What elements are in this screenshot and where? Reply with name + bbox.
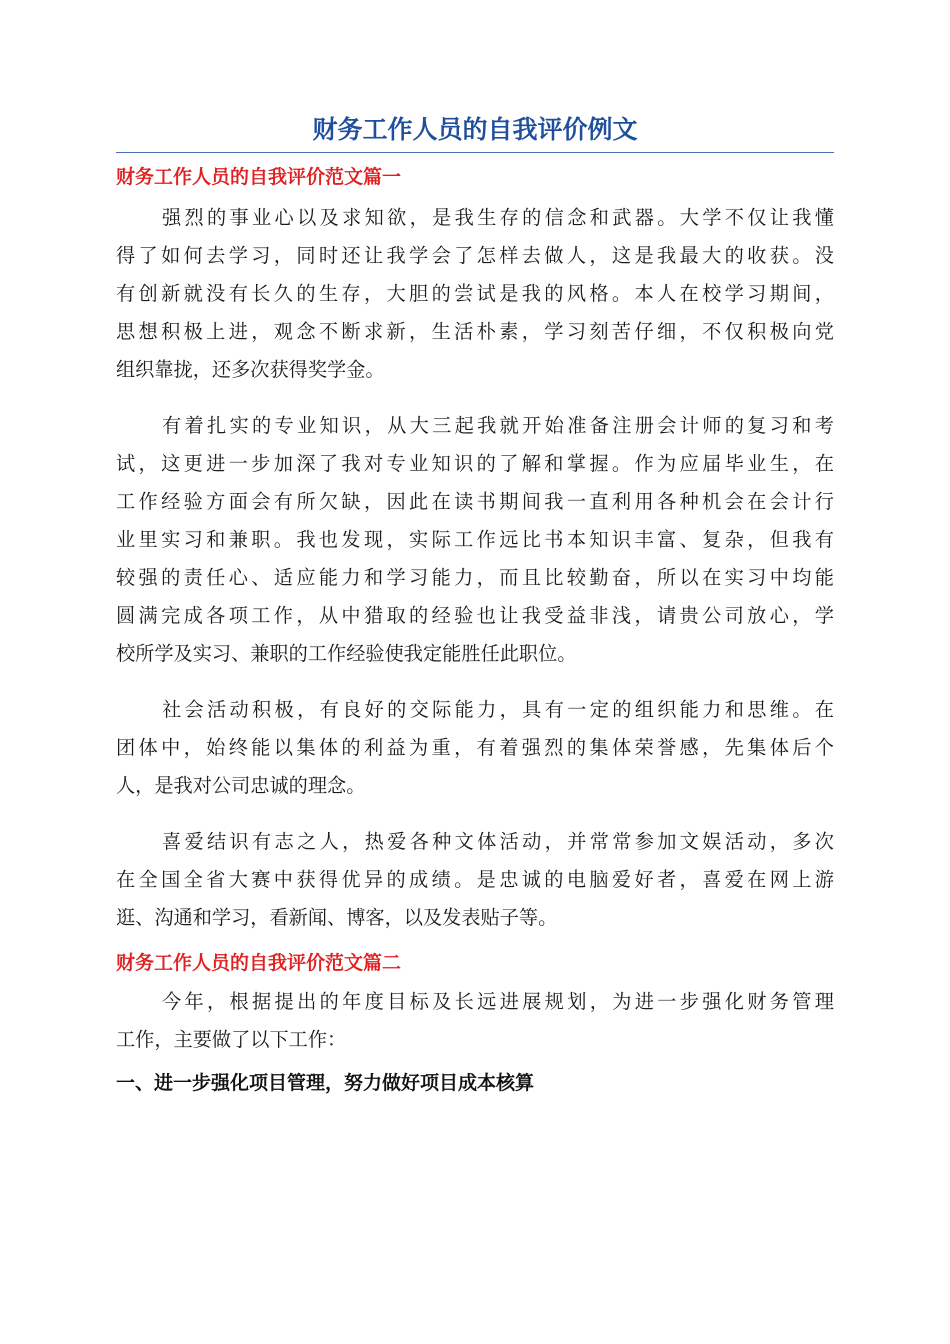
paragraph-line: 人，是我对公司忠诚的理念。 <box>116 774 366 797</box>
title-underline <box>116 152 834 153</box>
paragraph-line: 试，这更进一步加深了我对专业知识的了解和掌握。作为应届毕业生，在 <box>116 452 834 475</box>
document-page <box>116 112 834 1097</box>
paragraph-line: 强烈的事业心以及求知欲，是我生存的信念和武器。大学不仅让我懂 <box>162 206 834 229</box>
paragraph-line: 较强的责任心、适应能力和学习能力，而且比较勤奋，所以在实习中均能 <box>116 566 834 589</box>
paragraph-line: 业里实习和兼职。我也发现，实际工作远比书本知识丰富、复杂，但我有 <box>116 528 834 551</box>
paragraph-line: 组织靠拢，还多次获得奖学金。 <box>116 358 385 381</box>
document-title: 财务工作人员的自我评价例文 <box>312 115 638 144</box>
paragraph-1 <box>116 199 834 389</box>
paragraph-line: 校所学及实习、兼职的工作经验使我定能胜任此职位。 <box>116 642 577 665</box>
paragraph-line: 有创新就没有长久的生存，大胆的尝试是我的风格。本人在校学习期间， <box>116 282 834 305</box>
paragraph-line: 工作经验方面会有所欠缺，因此在读书期间我一直利用各种机会在会计行 <box>116 490 834 513</box>
paragraph-line: 喜爱结识有志之人，热爱各种文体活动，并常常参加文娱活动，多次 <box>162 830 834 853</box>
section-heading-1: 财务工作人员的自我评价范文篇一 <box>116 166 402 188</box>
sub-heading-1: 一、进一步强化项目管理，努力做好项目成本核算 <box>116 1072 535 1094</box>
paragraph-line: 圆满完成各项工作，从中猎取的经验也让我受益非浅，请贵公司放心，学 <box>116 604 834 627</box>
paragraph-line: 逛、沟通和学习，看新闻、博客，以及发表贴子等。 <box>116 906 558 929</box>
section-heading-2: 财务工作人员的自我评价范文篇二 <box>116 952 402 974</box>
paragraph-line: 工作，主要做了以下工作： <box>116 1028 347 1051</box>
paragraph-line: 有着扎实的专业知识，从大三起我就开始准备注册会计师的复习和考 <box>162 414 834 437</box>
paragraph-3 <box>116 691 834 805</box>
paragraph-5 <box>116 983 834 1059</box>
paragraph-2 <box>116 407 834 673</box>
paragraph-line: 今年，根据提出的年度目标及长远进展规划，为进一步强化财务管理 <box>162 990 834 1013</box>
paragraph-line: 在全国全省大赛中获得优异的成绩。是忠诚的电脑爱好者，喜爱在网上游 <box>116 868 834 891</box>
paragraph-line: 团体中，始终能以集体的利益为重，有着强烈的集体荣誉感，先集体后个 <box>116 736 834 759</box>
paragraph-4 <box>116 823 834 937</box>
paragraph-line: 得了如何去学习，同时还让我学会了怎样去做人，这是我最大的收获。没 <box>116 244 834 267</box>
paragraph-line: 社会活动积极，有良好的交际能力，具有一定的组织能力和思维。在 <box>162 698 834 721</box>
paragraph-line: 思想积极上进，观念不断求新，生活朴素，学习刻苦仔细，不仅积极向党 <box>116 320 834 343</box>
